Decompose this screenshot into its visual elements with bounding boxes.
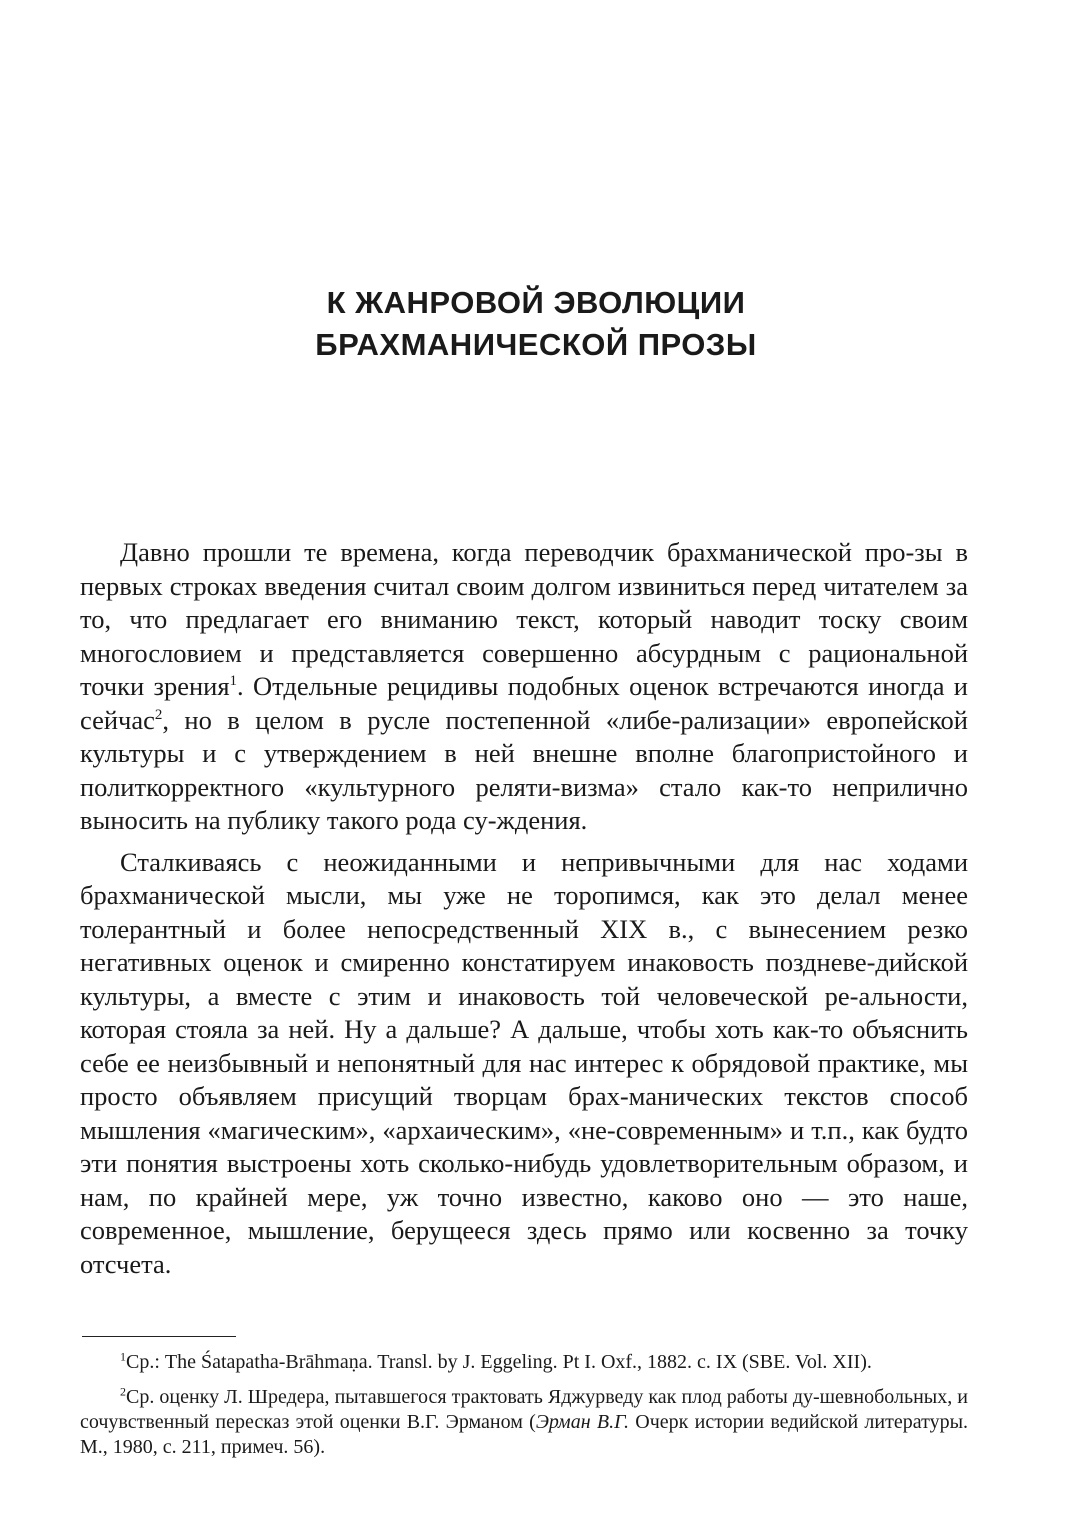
paragraph-1-part-3: , но в целом в русле постепенной «либе-рализации» европейской культуры и с утверждением в ней внешне вполне благопристойного и политкорректного «культурного реляти-визма» стало как-то неприлично выносить на публику такого рода су-ждения. (80, 704, 968, 835)
footnote-2-author-italic: Эрман В.Г. (535, 1411, 629, 1433)
paragraph-1 (80, 536, 968, 838)
footnote-ref-2[interactable]: 2 (154, 706, 163, 723)
footnote-1-text: Ср.: The Śatapatha-Brāhmaṇa. Transl. by J. Eggeling. Pt I. Oxf., 1882. c. IX (SBE. Vol. XII). (126, 1351, 872, 1373)
footnote-2-text-after: Очерк истории ведийской литературы. М., 1980, с. 211, примеч. 56). (80, 1411, 969, 1458)
page-title (0, 282, 1072, 366)
footnote-ref-1[interactable]: 1 (229, 673, 238, 690)
title-line-1: К ЖАНРОВОЙ ЭВОЛЮЦИИ (326, 285, 746, 320)
footnote-2-number: 2 (120, 1384, 126, 1399)
footnote-1 (80, 1350, 968, 1375)
footnote-separator (82, 1336, 236, 1337)
footnote-1-number: 1 (120, 1349, 126, 1364)
paragraph-1-part-2: . Отдельные рецидивы подобных оценок встречаются иногда и сейчас (80, 671, 968, 735)
title-line-2: БРАХМАНИЧЕСКОЙ ПРОЗЫ (315, 327, 757, 362)
footnotes (80, 1350, 968, 1460)
body-text (80, 536, 968, 1281)
footnote-2 (80, 1385, 968, 1460)
paragraph-1-part-1: Давно прошли те времена, когда переводчик брахманической про-зы в первых строках введения считал своим долгом извиниться перед читателем за то, что предлагает его вниманию текст, который наводит тоску своим многословием и представляется совершенно абсурдным с рациональной точки зрения (80, 537, 968, 701)
footnote-2-text-before: Ср. оценку Л. Шредера, пытавшегося трактовать Яджурведу как плод работы ду-шевнобольных, и сочувственный пересказ этой оценки В.Г. Эрманом ( (80, 1386, 968, 1433)
paragraph-2: Сталкиваясь с неожиданными и непривычными для нас ходами брахманической мысли, мы уже не торопимся, как это делал менее толерантный и более непосредственный XIX в., с вынесением резко негативных оценок и смиренно констатируем инаковость поздневе-дийской культуры, а вместе с этим и инаковость той человеческой ре-альности, которая стояла за ней. Ну а дальше? А дальше, чтобы хоть как-то объяснить себе ее неизбывный и непонятный для нас интерес к обрядовой практике, мы просто объявляем присущий творцам брах-манических текстов способ мышления «магическим», «архаическим», «не-современным» и т.п., как будто эти понятия выстроены хоть сколько-нибудь удовлетворительным образом, и нам, по крайней мере, уж точно известно, каково оно — это наше, современное, мышление, берущееся здесь прямо или косвенно за точку отсчета. (80, 846, 968, 1279)
